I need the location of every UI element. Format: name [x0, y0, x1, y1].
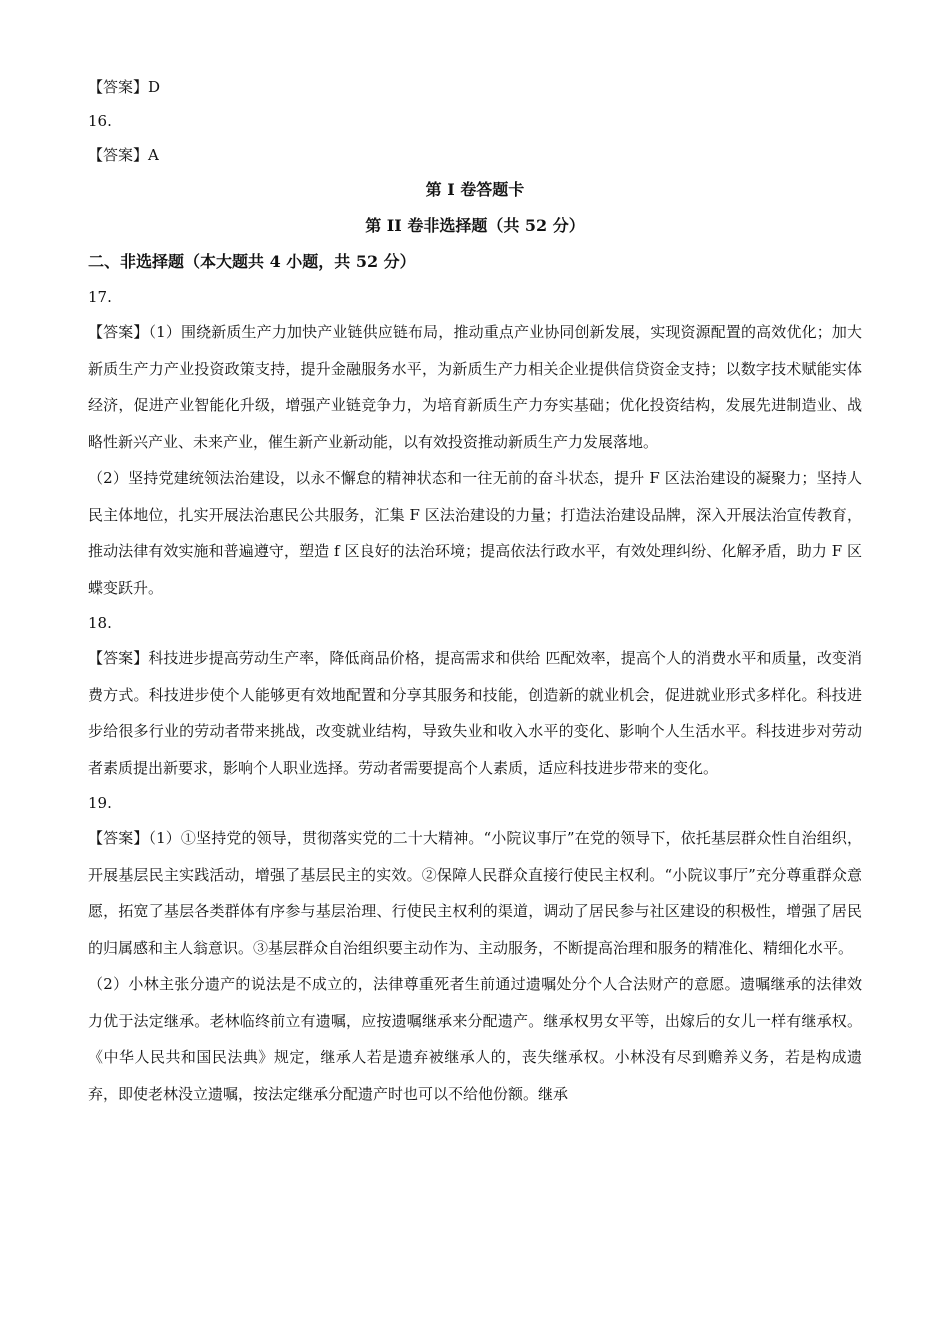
answer-19-part2: （2）小林主张分遗产的说法是不成立的，法律尊重死者生前通过遗嘱处分个人合法财产的意愿。遗嘱继承的法律效力优于法定继承。老林临终前立有遗嘱，应按遗嘱继承来分配遗产。继承权男女平等，出嫁后的女儿一样有继承权。《中华人民共和国民法典》规定，继承人若是遗弃被继承人的，丧失继承权。小林没有尽到赡养义务，若是构成遗弃，即使老林没立遗嘱，按法定继承分配遗产时也可以不给他份额。继承 — [88, 975, 862, 1103]
answer-17-part1: 【答案】（1）围绕新质生产力加快产业链供应链布局，推动重点产业协同创新发展，实现资源配置的高效优化；加大新质生产力产业投资政策支持，提升金融服务水平，为新质生产力相关企业提供信贷资金支持；以数字技术赋能实体经济，促进产业智能化升级，增强产业链竞争力，为培育新质生产力夯实基础；优化投资结构，发展先进制造业、战略性新兴产业、未来产业，催生新产业新动能，以有效投资推动新质生产力发展落地。 — [88, 323, 862, 451]
answer-card-title: 第 I 卷答题卡 — [425, 180, 525, 199]
answer-19-part1: 【答案】（1）①坚持党的领导，贯彻落实党的二十大精神。“小院议事厅”在党的领导下，依托基层群众性自治组织，开展基层民主实践活动，增强了基层民主的实效。②保障人民群众直接行使民主权利。“小院议事厅”充分尊重群众意愿，拓宽了基层各类群体有序参与基层治理、行使民主权利的渠道，调动了居民参与社区建设的积极性，增强了居民的归属感和主人翁意识。③基层群众自治组织要主动作为、主动服务，不断提高治理和服务的精准化、精细化水平。 — [88, 829, 862, 957]
question-number-19: 19. — [88, 794, 112, 812]
question-number-16: 16. — [88, 112, 112, 130]
question-number-17: 17. — [88, 288, 112, 306]
answer-16: 【答案】A — [88, 146, 159, 164]
document-page — [88, 70, 862, 1112]
answer-15: 【答案】D — [88, 78, 161, 96]
answer-17-part2: （2）坚持党建统领法治建设，以永不懈怠的精神状态和一往无前的奋斗状态，提升 F 区法治建设的凝聚力；坚持人民主体地位，扎实开展法治惠民公共服务，汇集 F 区法治建设的力量；打造法治建设品牌，深入开展法治宣传教育，推动法律有效实施和普遍遵守，塑造 f 区良好的法治环境；提高依法行政水平，有效处理纠纷、化解矛盾，助力 F 区蝶变跃升。 — [88, 469, 862, 597]
question-number-18: 18. — [88, 614, 112, 632]
answer-18: 【答案】科技进步提高劳动生产率，降低商品价格，提高需求和供给 匹配效率，提高个人的消费水平和质量，改变消费方式。科技进步使个人能够更有效地配置和分享其服务和技能，创造新的就业机会，促进就业形式多样化。科技进步给很多行业的劳动者带来挑战，改变就业结构，导致失业和收入水平的变化、影响个人生活水平。科技进步对劳动者素质提出新要求，影响个人职业选择。劳动者需要提高个人素质，适应科技进步带来的变化。 — [88, 649, 862, 777]
section2-title: 二、非选择题（本大题共 4 小题，共 52 分） — [88, 252, 416, 271]
part2-title: 第 II 卷非选择题（共 52 分） — [365, 216, 585, 235]
